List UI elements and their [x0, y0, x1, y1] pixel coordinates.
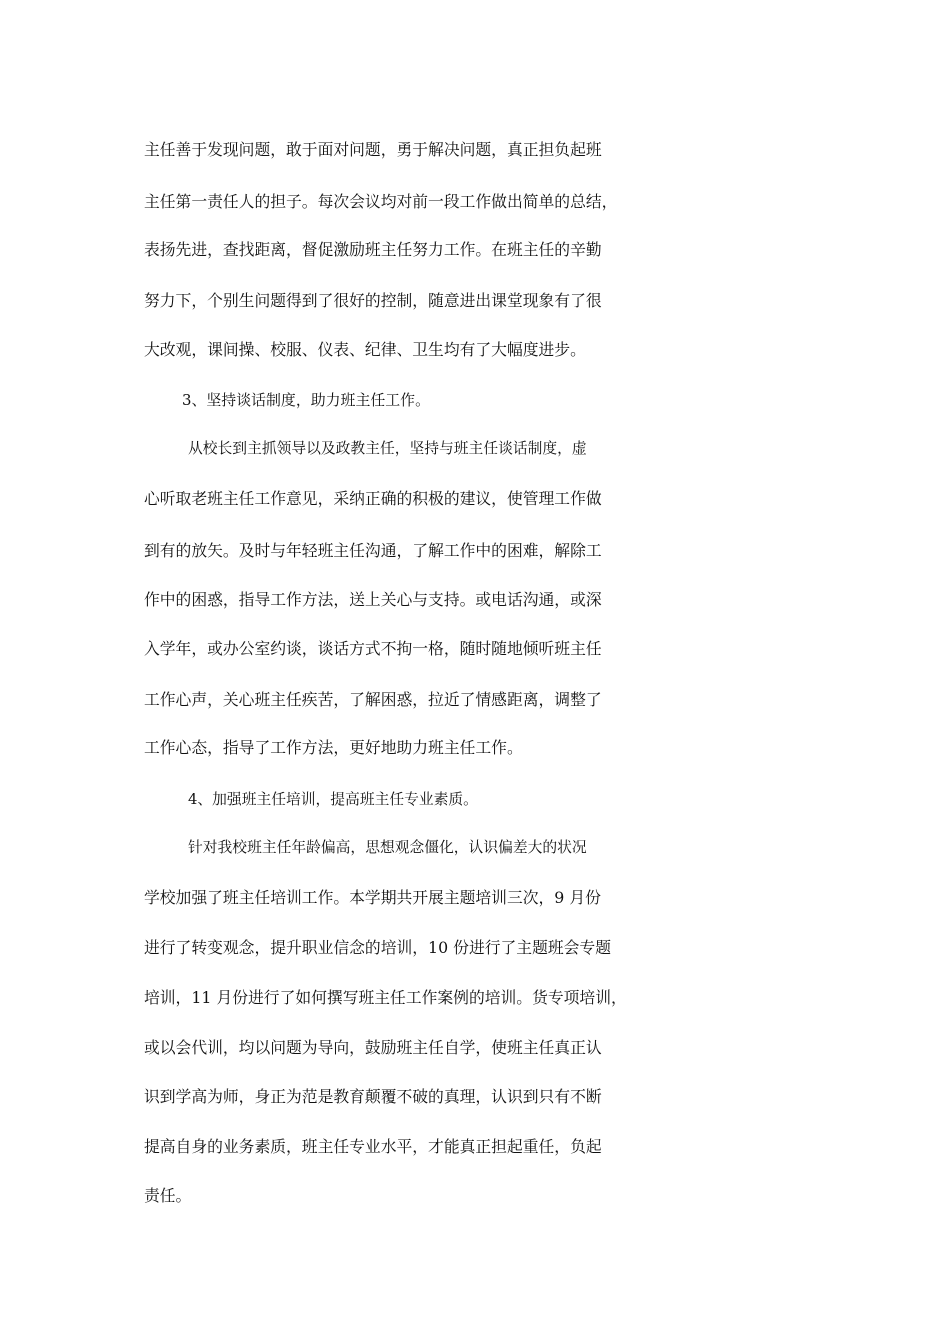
text-line: 或以会代训，均以问题为导向，鼓励班主任自学，使班主任真正认: [144, 1038, 602, 1057]
text-line: 提高自身的业务素质，班主任专业水平，才能真正担起重任，负起: [144, 1137, 602, 1156]
section-heading: 3、坚持谈话制度，助力班主任工作。: [182, 391, 430, 409]
text-line: 表扬先进，查找距离，督促激励班主任努力工作。在班主任的辛勤: [144, 240, 602, 259]
section-heading: 4、加强班主任培训，提高班主任专业素质。: [188, 791, 478, 808]
text-line: 主任善于发现问题，敢于面对问题，勇于解决问题，真正担负起班: [144, 140, 602, 159]
text-line: 进行了转变观念，提升职业信念的培训，10 份进行了主题班会专题: [144, 938, 611, 957]
text-line: 工作心态，指导了工作方法，更好地助力班主任工作。: [144, 738, 523, 757]
text-line: 入学年，或办公室约谈，谈话方式不拘一格，随时随地倾听班主任: [144, 639, 602, 658]
text-line: 工作心声，关心班主任疾苦，了解困惑，拉近了情感距离，调整了: [144, 690, 602, 709]
text-line: 大改观，课间操、校服、仪表、纪律、卫生均有了大幅度进步。: [144, 340, 586, 359]
text-line: 学校加强了班主任培训工作。本学期共开展主题培训三次，9 月份: [144, 888, 601, 907]
text-line: 从校长到主抓领导以及政教主任，坚持与班主任谈话制度，虚: [188, 440, 587, 457]
text-line: 努力下，个别生问题得到了很好的控制，随意进出课堂现象有了很: [144, 291, 602, 310]
text-line: 作中的困惑，指导工作方法，送上关心与支持。或电话沟通，或深: [144, 590, 602, 609]
text-line: 针对我校班主任年龄偏高，思想观念僵化，认识偏差大的状况: [188, 839, 587, 856]
text-line: 心听取老班主任工作意见，采纳正确的积极的建议，使管理工作做: [144, 489, 602, 508]
text-line: 培训，11 月份进行了如何撰写班主任工作案例的培训。货专项培训，: [144, 988, 627, 1007]
text-line: 识到学高为师，身正为范是教育颠覆不破的真理，认识到只有不断: [144, 1087, 602, 1106]
text-line: 责任。: [144, 1186, 192, 1205]
text-line: 主任第一责任人的担子。每次会议均对前一段工作做出简单的总结，: [144, 192, 618, 211]
text-line: 到有的放矢。及时与年轻班主任沟通，了解工作中的困难，解除工: [144, 541, 602, 560]
